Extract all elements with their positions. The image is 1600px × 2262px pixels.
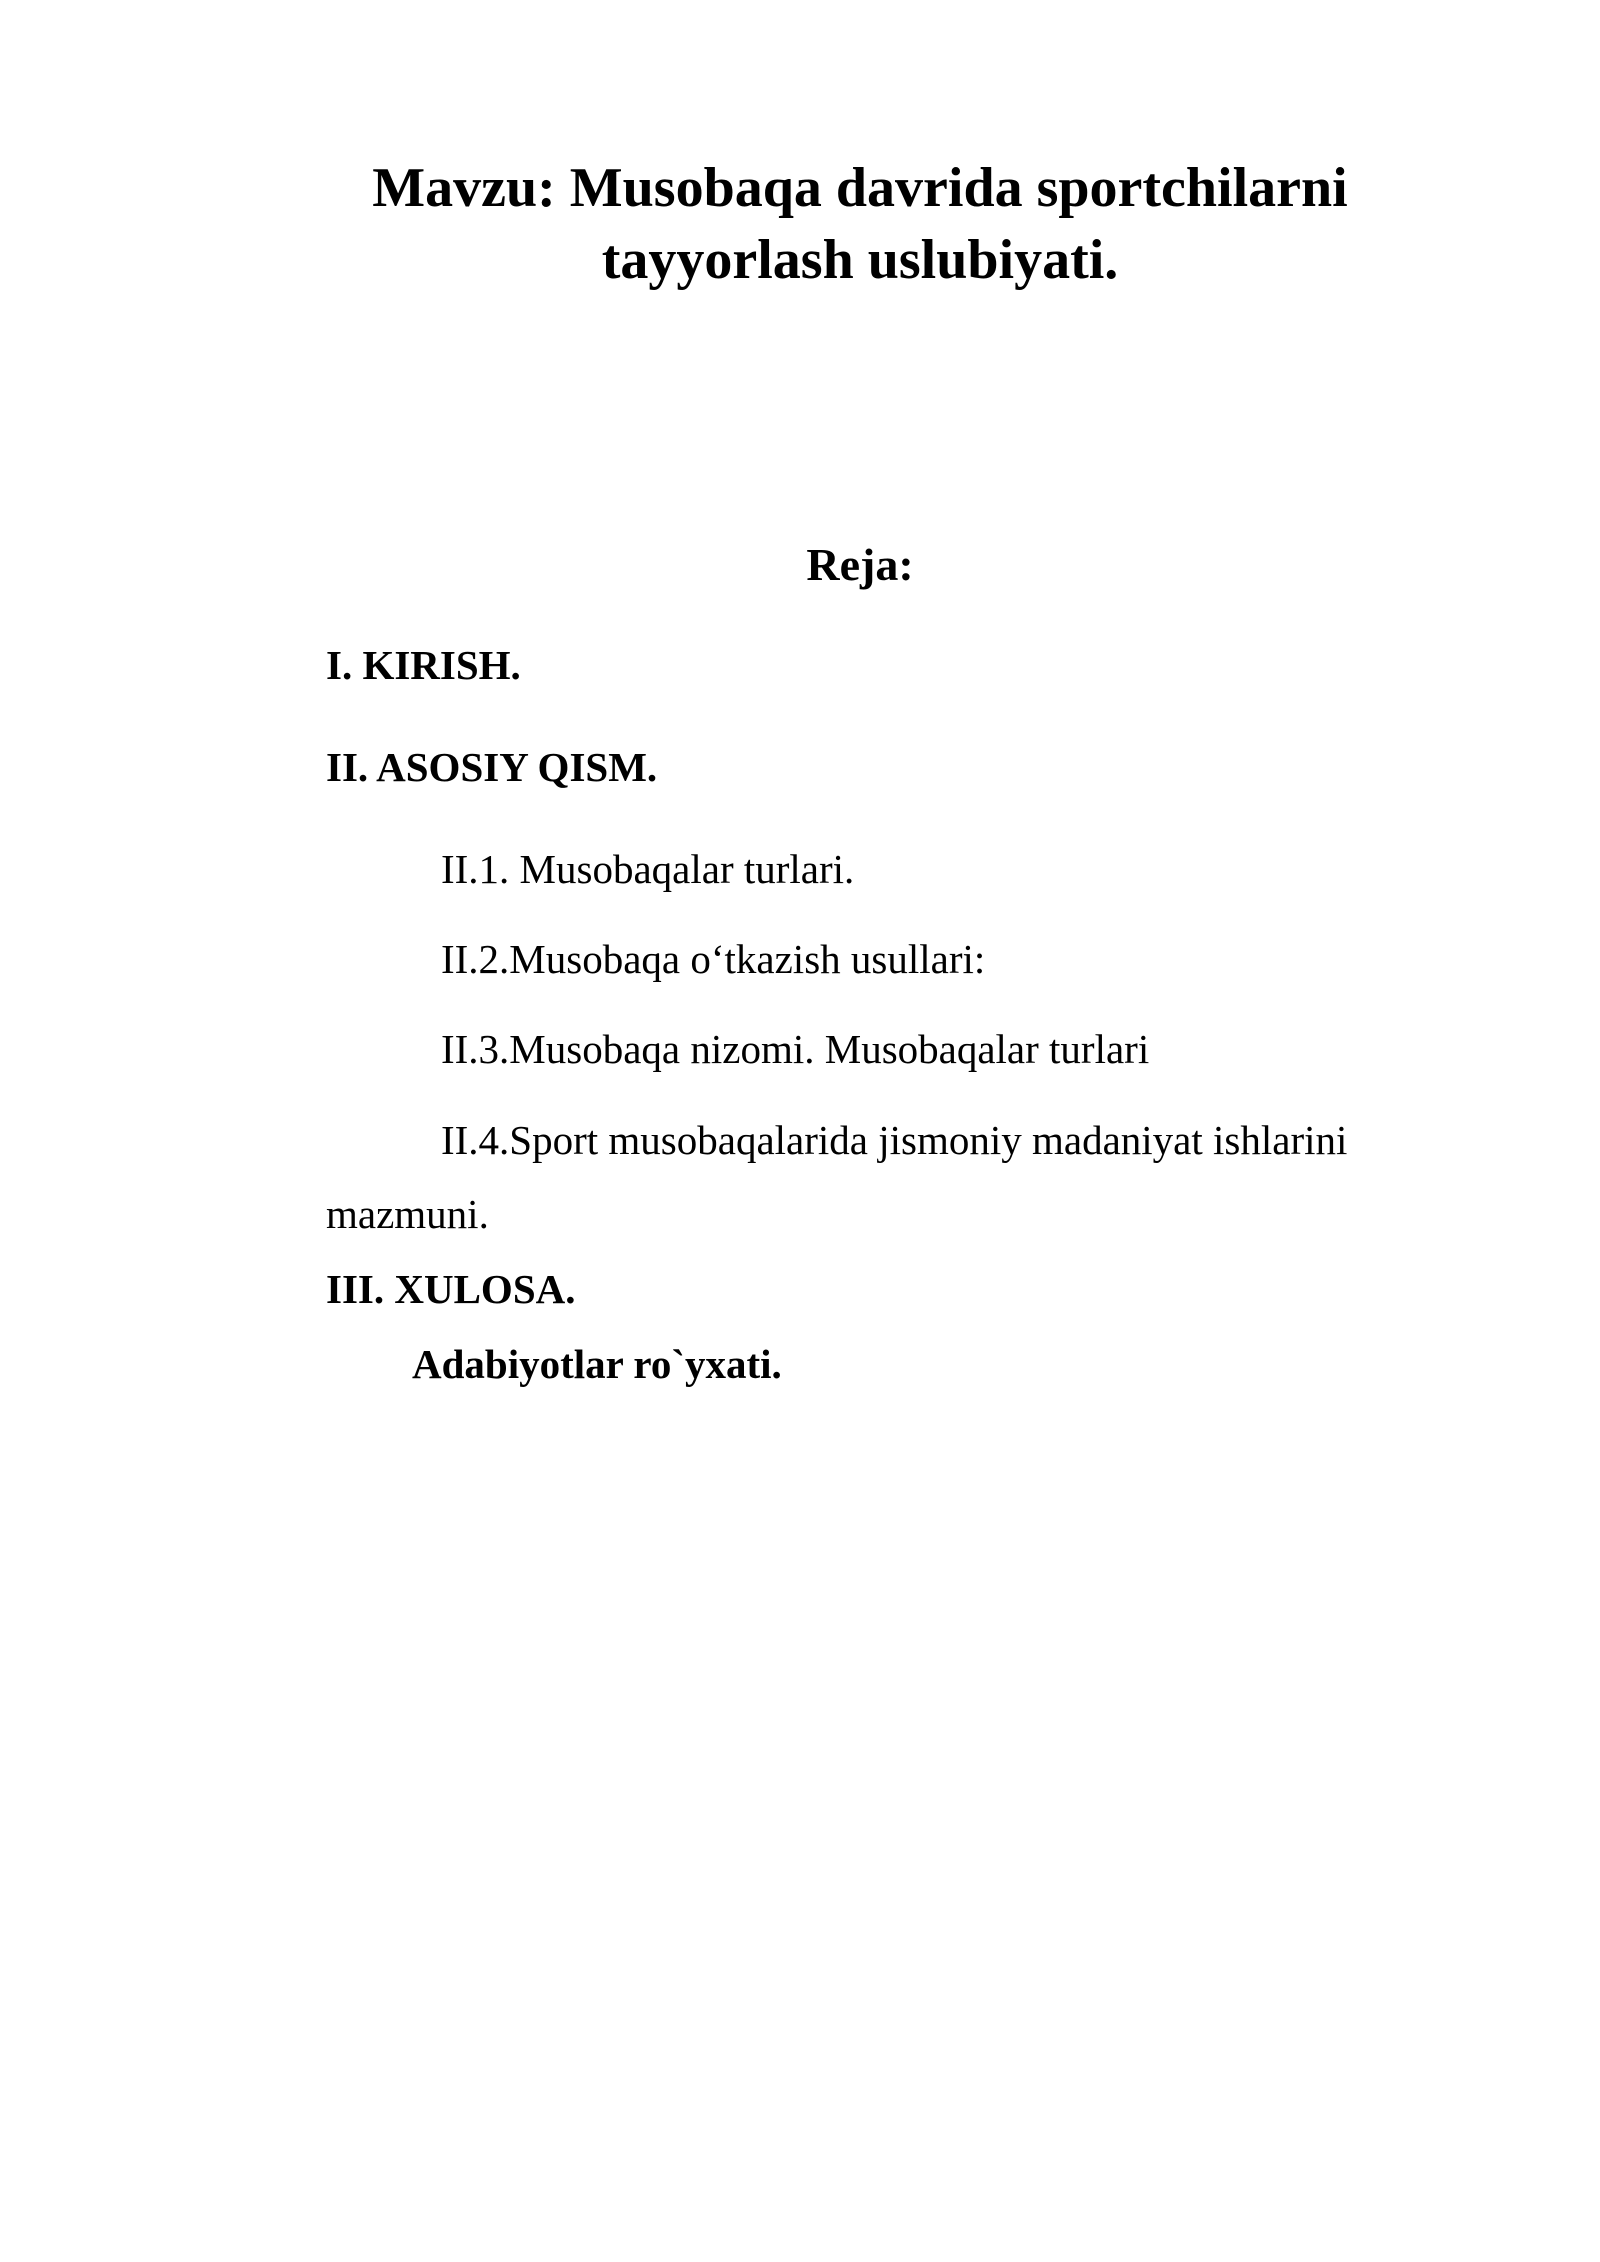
subsection-2: II.2.Musobaqa o‘tkazish usullari: [441,936,986,982]
section-conclusion: III. XULOSA. [326,1266,576,1312]
section-intro: I. KIRISH. [326,642,521,688]
subsection-3: II.3.Musobaqa nizomi. Musobaqalar turlari [441,1026,1150,1072]
section-main-part: II. ASOSIY QISM. [326,744,658,790]
subsection-1: II.1. Musobaqalar turlari. [441,846,855,892]
title-line-2: tayyorlash uslubiyati. [601,229,1119,291]
title-line-1: Mavzu: Musobaqa davrida sportchilarni [372,157,1348,219]
subsection-4-line-1: II.4.Sport musobaqalarida jismoniy madaniyat ishlarini [441,1117,1348,1163]
references-heading: Adabiyotlar ro`yxati. [412,1341,782,1387]
plan-heading: Reja: [806,539,914,590]
subsection-4-line-2: mazmuni. [326,1191,489,1237]
